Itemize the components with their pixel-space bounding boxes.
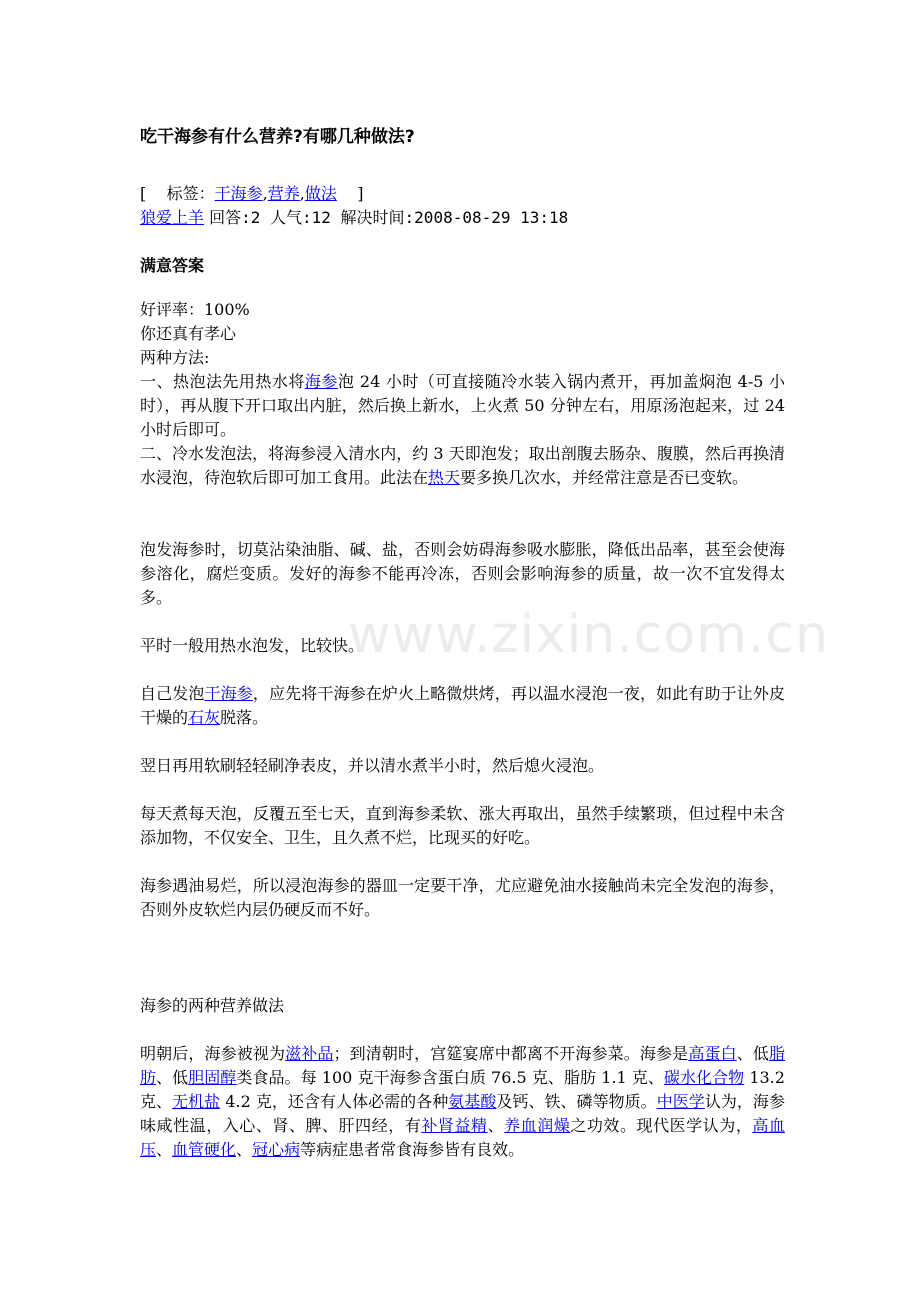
paragraph-caution: 泡发海参时，切莫沾染油脂、碱、盐，否则会妨碍海参吸水膨胀，降低出品率，甚至会使海参溶化，腐烂变质。发好的海参不能再冷冻，否则会影响海参的质量，故一次不宜发得太多。 <box>140 540 785 607</box>
user-link[interactable]: 狼爱上羊 <box>140 208 205 227</box>
link-anjisuan[interactable]: 氨基酸 <box>448 1092 497 1111</box>
text: 泡 24 小时（可直接随冷水装入锅内煮开，再加盖焖泡 4-5 小时），再从腹下开口取出内脏，然后换上新水，上火煮 50 分钟左右，用原汤泡起来，过 24 小时后即可。 <box>140 372 785 439</box>
text: 要多换几次水，并经常注意是否已变软。 <box>460 468 749 487</box>
link-tanshuihuahewu[interactable]: 碳水化合物 <box>663 1068 745 1087</box>
question-meta <box>140 206 568 230</box>
tag-separator: , <box>262 184 268 203</box>
rating-line: 好评率：100% <box>140 300 250 319</box>
best-answer-heading: 满意答案 <box>140 256 205 275</box>
link-haishen[interactable]: 海参 <box>304 372 338 391</box>
tag-line <box>140 182 363 206</box>
link-zhifang[interactable]: 脂肪 <box>140 1044 785 1087</box>
paragraph-nutrition <box>140 1042 785 1162</box>
link-danguchun[interactable]: 胆固醇 <box>188 1068 237 1087</box>
paragraph-next-day: 翌日再用软刷轻轻刷净表皮，并以清水煮半小时，然后熄火浸泡。 <box>140 756 605 775</box>
link-yangxuerunzao[interactable]: 养血润燥 <box>504 1116 571 1135</box>
text: 、 <box>156 1140 173 1159</box>
question-stats: 回答:2 人气:12 解决时间:2008-08-29 13:18 <box>209 208 569 227</box>
tag-label: 标签： <box>166 184 215 203</box>
tag-bracket-open: [ <box>140 184 147 203</box>
link-xueguanyinghua[interactable]: 血管硬化 <box>172 1140 237 1159</box>
text: 、 <box>236 1140 253 1159</box>
text: 明朝后，海参被视为 <box>140 1044 286 1063</box>
text: 、低 <box>736 1044 769 1063</box>
link-ganhaishen[interactable]: 干海参 <box>204 684 253 703</box>
answer-intro <box>140 298 785 490</box>
section-heading: 海参的两种营养做法 <box>140 996 285 1015</box>
text: ，应先将干海参在炉火上略微烘烤，再以温水浸泡一夜，如此有助于让外皮干燥的 <box>140 684 785 727</box>
text: 、低 <box>156 1068 189 1087</box>
tag-link-yingyang[interactable]: 营养 <box>267 184 300 203</box>
method-two <box>140 442 785 490</box>
text: 4.2 克，还含有人体必需的各种 <box>220 1092 449 1111</box>
tag-link-zuofa[interactable]: 做法 <box>304 184 337 203</box>
link-shihui[interactable]: 石灰 <box>188 708 221 727</box>
text: 之功效。现代医学认为， <box>570 1116 753 1135</box>
text: 认为，海参味咸性温，入心、肾、脾、肝四经，有 <box>140 1092 785 1135</box>
link-wujiyan[interactable]: 无机盐 <box>172 1092 221 1111</box>
link-retian[interactable]: 热天 <box>428 468 461 487</box>
text: 及钙、铁、磷等物质。 <box>496 1092 657 1111</box>
answer-line: 你还真有孝心 <box>140 324 237 343</box>
link-zhongyixue[interactable]: 中医学 <box>656 1092 705 1111</box>
text: ；到清朝时，宫筵宴席中都离不开海参菜。海参是 <box>333 1044 689 1063</box>
text: 、 <box>487 1116 505 1135</box>
text: 自己发泡 <box>140 684 205 703</box>
link-bushenyijing[interactable]: 补肾益精 <box>421 1116 488 1135</box>
method-one <box>140 370 785 442</box>
text: 脱落。 <box>220 708 269 727</box>
text: 二、冷水发泡法，将海参浸入清水内，约 3 天即泡发；取出剖腹去肠杂、腹膜，然后再换清水浸泡，待泡软后即可加工食用。此法在 <box>140 444 785 487</box>
answer-line: 两种方法: <box>140 348 210 367</box>
link-zibupin[interactable]: 滋补品 <box>285 1044 334 1063</box>
text: 一、热泡法先用热水将 <box>140 372 305 391</box>
text: 类食品。每 100 克干海参含蛋白质 76.5 克、脂肪 1.1 克、 <box>236 1068 664 1087</box>
tag-bracket-close: ] <box>357 184 364 203</box>
watermark: www.zixin.com.cn <box>348 605 829 665</box>
text: 13.2 克、 <box>140 1068 785 1111</box>
tag-separator: , <box>299 184 305 203</box>
page-title: 吃干海参有什么营养?有哪几种做法? <box>140 127 415 147</box>
link-gaodanbai[interactable]: 高蛋白 <box>688 1044 737 1063</box>
paragraph-hot-water: 平时一般用热水泡发，比较快。 <box>140 636 365 655</box>
paragraph-oil: 海参遇油易烂，所以浸泡海参的器皿一定要干净，尤应避免油水接触尚未完全发泡的海参，否则外皮软烂内层仍硬反而不好。 <box>140 876 785 919</box>
tag-link-haishen[interactable]: 干海参 <box>214 184 263 203</box>
paragraph-self-soak <box>140 682 785 730</box>
link-guanxinbing[interactable]: 冠心病 <box>252 1140 301 1159</box>
link-gaoxueya[interactable]: 高血压 <box>140 1116 785 1159</box>
paragraph-daily: 每天煮每天泡，反覆五至七天，直到海参柔软、涨大再取出，虽然手续繁琐，但过程中未含添加物，不仅安全、卫生，且久煮不烂，比现买的好吃。 <box>140 804 785 847</box>
text: 等病症患者常食海参皆有良效。 <box>300 1140 525 1159</box>
